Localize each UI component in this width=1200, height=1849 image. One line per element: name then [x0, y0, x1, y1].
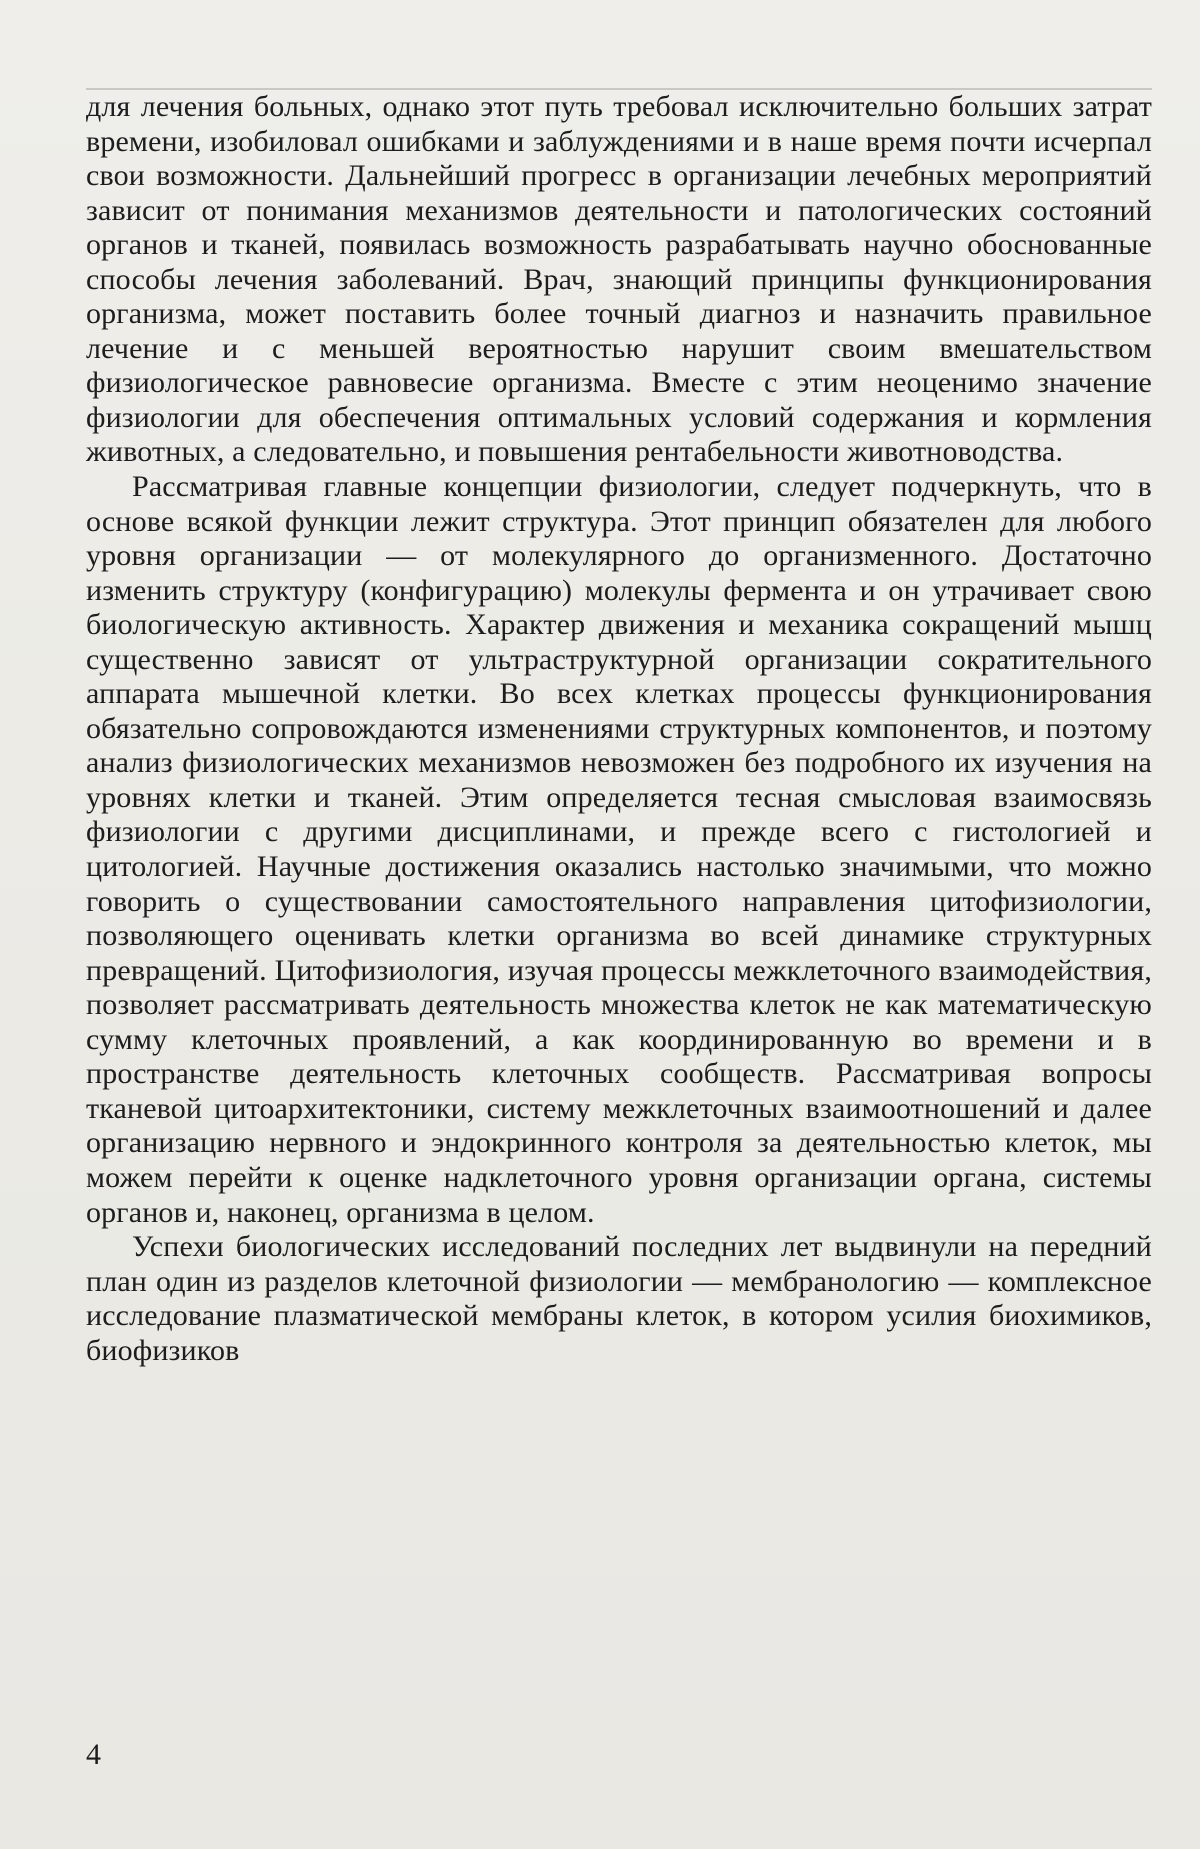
body-text — [86, 90, 1152, 1368]
paragraph-3: Успехи биологических исследований последних лет выдвинули на передний план один из разделов клеточной физиологии — мембранологию — комплексное исследование плазматической мембраны клеток, в котором усилия биохимиков, биофизиков — [86, 1230, 1152, 1367]
paragraph-1: для лечения больных, однако этот путь требовал исключительно больших затрат времени, изобиловал ошибками и заблуждениями и в наше время почти исчерпал свои возможности. Дальнейший прогресс в организации лечебных мероприятий зависит от понимания механизмов деятельности и патологических состояний органов и тканей, появилась возможность разрабатывать научно обоснованные способы лечения заболеваний. Врач, знающий принципы функционирования организма, может поставить более точный диагноз и назначить правильное лечение и с меньшей вероятностью нарушит своим вмешательством физиологическое равновесие организма. Вместе с этим неоценимо значение физиологии для обеспечения оптимальных условий содержания и кормления животных, а следовательно, и повышения рентабельности животноводства. — [86, 90, 1152, 469]
page-number: 4 — [86, 1738, 101, 1771]
paragraph-2: Рассматривая главные концепции физиологии, следует подчеркнуть, что в основе всякой функции лежит структура. Этот принцип обязателен для любого уровня организации — от молекулярного до организменного. Достаточно изменить структуру (конфигурацию) молекулы фермента и он утрачивает свою биологическую активность. Характер движения и механика сокращений мышц существенно зависят от ультраструктурной организации сократительного аппарата мышечной клетки. Во всех клетках процессы функционирования обязательно сопровождаются изменениями структурных компонентов, и поэтому анализ физиологических механизмов невозможен без подробного их изучения на уровнях клетки и тканей. Этим определяется тесная смысловая взаимосвязь физиологии с другими дисциплинами, и прежде всего с гистологией и цитологией. Научные достижения оказались настолько значимыми, что можно говорить о существовании самостоятельного направления цитофизиологии, позволяющего оценивать клетки организма во всей динамике структурных превращений. Цитофизиология, изучая процессы межклеточного взаимодействия, позволяет рассматривать деятельность множества клеток не как математическую сумму клеточных проявлений, а как координированную во времени и в пространстве деятельность клеточных сообществ. Рассматривая вопросы тканевой цитоархитектоники, систему межклеточных взаимоотношений и далее организацию нервного и эндокринного контроля за деятельностью клеток, мы можем перейти к оценке надклеточного уровня организации органа, системы органов и, наконец, организма в целом. — [86, 470, 1152, 1229]
